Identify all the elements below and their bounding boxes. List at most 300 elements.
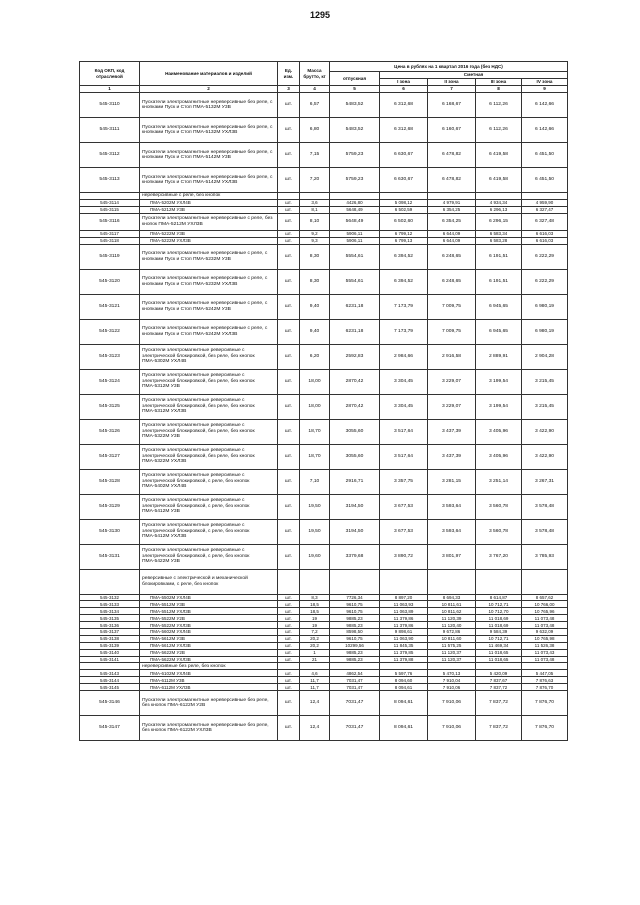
price-selling: 6231,18 [330, 294, 380, 319]
item-code: 545-3136 [80, 622, 140, 629]
price-zone-4: 6 980,19 [522, 319, 568, 344]
table-row [80, 369, 568, 394]
item-code: 545-3144 [80, 677, 140, 684]
price-zone-1: 6 502,59 [380, 206, 428, 213]
price-selling: 7726,34 [330, 594, 380, 601]
item-name: Пускатели электромагнитные нереверсивные с реле, без кнопок ПМА-5212М УХЛ3В [140, 213, 278, 230]
price-selling: 7031,47 [330, 716, 380, 741]
item-code: 545-3122 [80, 319, 140, 344]
table-row [80, 143, 568, 168]
price-zone-4: 3 422,90 [522, 444, 568, 469]
item-name: ПМА-5522М УХЛ3В [140, 622, 278, 629]
table-row [80, 691, 568, 716]
item-name: Пускатели электромагнитные реверсивные с электрической блокировкой, с реле, без кнопок ПМА-5422М У3В [140, 544, 278, 569]
table-row [80, 601, 568, 608]
item-code: 545-3114 [80, 200, 140, 207]
table-row [80, 444, 568, 469]
price-zone-3: 3 251,14 [476, 469, 522, 494]
item-code: 545-3129 [80, 494, 140, 519]
item-name: ПМА-5202М УХЛ4В [140, 200, 278, 207]
item-mass: 9,2 [300, 230, 330, 237]
price-zone-2: 4 979,91 [428, 200, 476, 207]
item-unit: шт. [278, 622, 300, 629]
section-blank-cell [330, 193, 380, 200]
item-mass: 3,6 [300, 200, 330, 207]
price-zone-1: 5 098,12 [380, 200, 428, 207]
price-zone-4: 6 222,29 [522, 269, 568, 294]
price-selling: 3194,50 [330, 494, 380, 519]
item-unit: шт. [278, 294, 300, 319]
item-mass: 19,50 [300, 519, 330, 544]
price-zone-4: 6 451,50 [522, 143, 568, 168]
section-blank-cell [428, 569, 476, 594]
table-row [80, 213, 568, 230]
table-row [80, 118, 568, 143]
price-selling: 5554,61 [330, 269, 380, 294]
item-code: 545-3135 [80, 615, 140, 622]
table-row [80, 230, 568, 237]
item-name: Пускатели электромагнитные реверсивные с электрической блокировкой, с реле, без кнопок ПМА-5412М УХЛ3В [140, 519, 278, 544]
item-name: ПМА-5512М УХЛ3В [140, 608, 278, 615]
price-zone-3: 3 199,54 [476, 369, 522, 394]
price-zone-1: 2 984,66 [380, 344, 428, 369]
column-index: 9 [522, 86, 568, 93]
price-zone-3: 6 112,26 [476, 118, 522, 143]
price-selling: 2916,71 [330, 469, 380, 494]
section-blank-cell [330, 663, 380, 670]
table-row [80, 294, 568, 319]
price-selling: 9610,75 [330, 635, 380, 642]
price-zone-4: 11 073,48 [522, 622, 568, 629]
price-zone-2: 10 811,60 [428, 635, 476, 642]
item-code: 545-3138 [80, 635, 140, 642]
price-zone-1: 11 379,85 [380, 649, 428, 656]
price-selling: 9885,23 [330, 622, 380, 629]
item-code: 545-3145 [80, 684, 140, 691]
price-selling: 5759,23 [330, 143, 380, 168]
section-blank-cell [80, 569, 140, 594]
price-zone-1: 11 845,35 [380, 642, 428, 649]
item-mass: 11,7 [300, 677, 330, 684]
section-blank-cell [80, 193, 140, 200]
price-zone-4: 6 451,50 [522, 168, 568, 193]
price-zone-1: 11 063,93 [380, 601, 428, 608]
item-name: Пускатели электромагнитные нереверсивные с реле, с кнопками Пуск и Стоп ПМА-5242М У3В [140, 294, 278, 319]
item-code: 545-3112 [80, 143, 140, 168]
price-zone-3: 6 296,15 [476, 213, 522, 230]
section-row [80, 663, 568, 670]
price-zone-1: 3 890,72 [380, 544, 428, 569]
item-unit: шт. [278, 629, 300, 636]
price-zone-4: 6 142,66 [522, 118, 568, 143]
price-zone-4: 11 073,48 [522, 656, 568, 663]
item-unit: шт. [278, 213, 300, 230]
price-zone-3: 6 296,13 [476, 206, 522, 213]
item-unit: шт. [278, 519, 300, 544]
table-row [80, 594, 568, 601]
item-unit: шт. [278, 244, 300, 269]
header-selling: отпускная [330, 72, 380, 86]
item-name: Пускатели электромагнитные нереверсивные без реле, без кнопок ПМА-6122М У2В [140, 691, 278, 716]
header-code: Код ОКП, код отраслевой [80, 62, 140, 86]
item-mass: 20,2 [300, 642, 330, 649]
item-unit: шт. [278, 444, 300, 469]
item-unit: шт. [278, 168, 300, 193]
column-index: 2 [140, 86, 278, 93]
item-unit: шт. [278, 684, 300, 691]
section-blank-cell [278, 663, 300, 670]
price-zone-3: 6 112,26 [476, 93, 522, 118]
price-zone-1: 3 304,45 [380, 394, 428, 419]
price-zone-3: 10 712,71 [476, 601, 522, 608]
item-unit: шт. [278, 200, 300, 207]
price-selling: 5906,11 [330, 230, 380, 237]
item-unit: шт. [278, 716, 300, 741]
price-zone-1: 6 799,13 [380, 237, 428, 244]
item-name: Пускатели электромагнитные нереверсивные без реле, с кнопками Пуск и Стоп ПМА-5132М У3В [140, 93, 278, 118]
column-index: 7 [428, 86, 476, 93]
price-zone-2: 6 160,67 [428, 118, 476, 143]
item-mass: 12,4 [300, 691, 330, 716]
column-index: 8 [476, 86, 522, 93]
price-selling: 5906,11 [330, 237, 380, 244]
table-row [80, 677, 568, 684]
table-row [80, 244, 568, 269]
price-zone-1: 6 312,68 [380, 93, 428, 118]
price-zone-1: 6 630,67 [380, 168, 428, 193]
price-zone-4: 3 215,45 [522, 369, 568, 394]
item-mass: 6,80 [300, 118, 330, 143]
item-mass: 12,4 [300, 716, 330, 741]
table-row [80, 419, 568, 444]
column-index: 6 [380, 86, 428, 93]
table-row [80, 93, 568, 118]
table-row [80, 642, 568, 649]
price-zone-4: 7 876,70 [522, 716, 568, 741]
item-name: ПМА-5222М У3В [140, 230, 278, 237]
price-selling: 9885,23 [330, 656, 380, 663]
table-row [80, 649, 568, 656]
table-row [80, 200, 568, 207]
item-mass: 9,40 [300, 319, 330, 344]
item-mass: 11,7 [300, 684, 330, 691]
header-zone-3: III зона [476, 79, 522, 86]
item-unit: шт. [278, 469, 300, 494]
price-zone-4: 3 785,93 [522, 544, 568, 569]
price-zone-1: 8 094,61 [380, 716, 428, 741]
price-zone-3: 7 837,67 [476, 677, 522, 684]
section-blank-cell [380, 569, 428, 594]
price-zone-2: 3 593,64 [428, 519, 476, 544]
price-selling: 9610,75 [330, 601, 380, 608]
price-zone-3: 3 199,54 [476, 394, 522, 419]
item-unit: шт. [278, 118, 300, 143]
price-zone-3: 3 405,96 [476, 444, 522, 469]
price-zone-2: 11 120,39 [428, 615, 476, 622]
price-zone-2: 7 910,06 [428, 691, 476, 716]
price-zone-1: 6 312,68 [380, 118, 428, 143]
item-mass: 18,5 [300, 608, 330, 615]
item-unit: шт. [278, 344, 300, 369]
price-zone-4: 11 526,38 [522, 642, 568, 649]
item-mass: 8,10 [300, 213, 330, 230]
price-selling: 5483,52 [330, 118, 380, 143]
price-zone-4: 7 876,70 [522, 684, 568, 691]
section-blank-cell [522, 569, 568, 594]
section-row [80, 193, 568, 200]
price-selling: 5554,61 [330, 244, 380, 269]
section-blank-cell [300, 193, 330, 200]
item-unit: шт. [278, 269, 300, 294]
price-selling: 4862,54 [330, 670, 380, 677]
section-blank-cell [330, 569, 380, 594]
item-code: 545-3147 [80, 716, 140, 741]
price-zone-2: 6 354,25 [428, 213, 476, 230]
price-zone-1: 7 173,79 [380, 319, 428, 344]
item-unit: шт. [278, 206, 300, 213]
price-zone-2: 7 009,75 [428, 319, 476, 344]
price-zone-1: 9 898,61 [380, 629, 428, 636]
item-code: 545-3124 [80, 369, 140, 394]
item-code: 545-3115 [80, 206, 140, 213]
price-selling: 5483,52 [330, 93, 380, 118]
price-zone-4: 11 073,43 [522, 649, 568, 656]
table-row [80, 319, 568, 344]
price-zone-2: 2 916,58 [428, 344, 476, 369]
item-mass: 21 [300, 656, 330, 663]
table-row [80, 716, 568, 741]
item-name: Пускатели электромагнитные реверсивные с электрической блокировкой, без реле, без кнопок ПМА-5312М У3В [140, 369, 278, 394]
item-mass: 19 [300, 615, 330, 622]
table-row [80, 269, 568, 294]
item-mass: 6,57 [300, 93, 330, 118]
item-unit: шт. [278, 319, 300, 344]
item-name: ПМА-5622М УХЛ3В [140, 656, 278, 663]
price-selling: 5648,49 [330, 213, 380, 230]
item-code: 545-3123 [80, 344, 140, 369]
section-blank-cell [80, 663, 140, 670]
item-code: 545-3128 [80, 469, 140, 494]
item-code: 545-3117 [80, 230, 140, 237]
price-selling: 8598,50 [330, 629, 380, 636]
item-unit: шт. [278, 670, 300, 677]
price-zone-3: 11 018,65 [476, 649, 522, 656]
section-blank-cell [428, 193, 476, 200]
price-zone-4: 6 327,47 [522, 206, 568, 213]
price-zone-2: 3 281,15 [428, 469, 476, 494]
item-mass: 9,40 [300, 294, 330, 319]
item-mass: 7,2 [300, 629, 330, 636]
item-code: 545-3118 [80, 237, 140, 244]
price-selling: 3379,68 [330, 544, 380, 569]
table-row [80, 168, 568, 193]
price-zone-4: 10 765,96 [522, 608, 568, 615]
table-row [80, 544, 568, 569]
price-zone-3: 6 191,51 [476, 244, 522, 269]
section-blank-cell [300, 569, 330, 594]
price-zone-1: 3 677,53 [380, 494, 428, 519]
section-blank-cell [278, 193, 300, 200]
section-blank-cell [476, 663, 522, 670]
price-selling: 2592,83 [330, 344, 380, 369]
price-zone-1: 8 094,61 [380, 691, 428, 716]
header-zone-1: I зона [380, 79, 428, 86]
price-selling: 9885,23 [330, 615, 380, 622]
item-code: 545-3126 [80, 419, 140, 444]
item-mass: 18,00 [300, 394, 330, 419]
item-name: ПМА-5212М У3В [140, 206, 278, 213]
price-zone-3: 3 560,78 [476, 494, 522, 519]
table-row [80, 394, 568, 419]
price-zone-1: 3 357,75 [380, 469, 428, 494]
table-row [80, 670, 568, 677]
price-selling: 5759,23 [330, 168, 380, 193]
price-table [79, 61, 568, 741]
item-code: 545-3116 [80, 213, 140, 230]
price-zone-4: 8 657,62 [522, 594, 568, 601]
item-mass: 20,2 [300, 635, 330, 642]
price-zone-3: 3 405,96 [476, 419, 522, 444]
header-mass: Масса брутто, кг [300, 62, 330, 86]
item-mass: 1 [300, 649, 330, 656]
price-zone-3: 6 945,65 [476, 319, 522, 344]
section-title: нереверсивные с реле, без кнопок [140, 193, 278, 200]
item-unit: шт. [278, 93, 300, 118]
price-zone-2: 6 644,09 [428, 237, 476, 244]
price-zone-3: 2 889,91 [476, 344, 522, 369]
item-code: 545-3140 [80, 649, 140, 656]
item-name: Пускатели электромагнитные нереверсивные с реле, с кнопками Пуск и Стоп ПМА-5242М УХЛ3В [140, 319, 278, 344]
price-zone-3: 8 614,87 [476, 594, 522, 601]
price-zone-2: 3 229,07 [428, 394, 476, 419]
item-mass: 8,1 [300, 206, 330, 213]
price-zone-1: 5 597,76 [380, 670, 428, 677]
price-zone-3: 4 934,34 [476, 200, 522, 207]
price-zone-4: 2 904,28 [522, 344, 568, 369]
price-zone-1: 3 517,64 [380, 419, 428, 444]
item-code: 545-3133 [80, 601, 140, 608]
price-zone-3: 9 584,39 [476, 629, 522, 636]
price-zone-1: 8 094,60 [380, 677, 428, 684]
table-row [80, 684, 568, 691]
price-zone-2: 3 229,07 [428, 369, 476, 394]
price-zone-2: 6 644,09 [428, 230, 476, 237]
item-mass: 18,5 [300, 601, 330, 608]
price-zone-3: 7 837,72 [476, 716, 522, 741]
item-code: 545-3141 [80, 656, 140, 663]
header-unit: Ед. изм. [278, 62, 300, 86]
price-zone-4: 10 766,00 [522, 601, 568, 608]
item-mass: 8,30 [300, 244, 330, 269]
price-zone-3: 6 583,34 [476, 230, 522, 237]
item-unit: шт. [278, 608, 300, 615]
price-selling: 6231,18 [330, 319, 380, 344]
page-number: 1295 [309, 10, 331, 20]
item-code: 545-3113 [80, 168, 140, 193]
table-row [80, 494, 568, 519]
price-zone-1: 6 394,52 [380, 244, 428, 269]
item-mass: 7,20 [300, 168, 330, 193]
price-zone-4: 7 876,70 [522, 691, 568, 716]
price-zone-2: 7 910,06 [428, 684, 476, 691]
price-zone-2: 6 248,65 [428, 244, 476, 269]
column-index: 1 [80, 86, 140, 93]
item-unit: шт. [278, 419, 300, 444]
item-mass: 4,6 [300, 670, 330, 677]
section-blank-cell [428, 663, 476, 670]
price-zone-4: 11 073,48 [522, 615, 568, 622]
price-zone-2: 10 811,62 [428, 608, 476, 615]
price-zone-3: 3 767,20 [476, 544, 522, 569]
section-blank-cell [380, 193, 428, 200]
item-mass: 18,00 [300, 369, 330, 394]
header-price-group: Цена в рублях на 1 квартал 2016 года (без НДС) [330, 62, 568, 72]
item-code: 545-3146 [80, 691, 140, 716]
price-zone-4: 6 616,03 [522, 237, 568, 244]
table-row [80, 469, 568, 494]
item-name: ПМА-5622М У2В [140, 649, 278, 656]
price-selling: 7031,47 [330, 684, 380, 691]
price-selling: 5648,49 [330, 206, 380, 213]
item-code: 545-3120 [80, 269, 140, 294]
item-name: ПМА-5612М У3В [140, 635, 278, 642]
item-name: Пускатели электромагнитные нереверсивные без реле, с кнопками Пуск и Стоп ПМА-5132М УХЛ3В [140, 118, 278, 143]
price-selling: 7031,47 [330, 677, 380, 684]
item-name: ПМА-6112М УХЛ3В [140, 684, 278, 691]
price-zone-1: 6 799,12 [380, 230, 428, 237]
section-title: нереверсивные без реле, без кнопок [140, 663, 278, 670]
price-zone-1: 6 630,67 [380, 143, 428, 168]
price-zone-2: 6 478,82 [428, 143, 476, 168]
item-name: Пускатели электромагнитные нереверсивные с реле, с кнопками Пуск и Стоп ПМА-5232М УХЛ3В [140, 269, 278, 294]
item-mass: 7,15 [300, 143, 330, 168]
price-zone-2: 11 120,37 [428, 649, 476, 656]
column-index-row [80, 86, 568, 93]
item-code: 545-3111 [80, 118, 140, 143]
price-zone-2: 3 593,64 [428, 494, 476, 519]
price-zone-2: 11 575,25 [428, 642, 476, 649]
item-name: Пускатели электромагнитные реверсивные с электрической блокировкой, с реле, без кнопок ПМА-5412М У3В [140, 494, 278, 519]
item-code: 545-3119 [80, 244, 140, 269]
header-zone-2: II зона [428, 79, 476, 86]
section-blank-cell [476, 193, 522, 200]
item-name: ПМА-5612М УХЛ3В [140, 642, 278, 649]
price-zone-3: 11 018,69 [476, 622, 522, 629]
item-code: 545-3143 [80, 670, 140, 677]
price-selling: 2870,42 [330, 369, 380, 394]
item-mass: 8,30 [300, 269, 330, 294]
price-zone-2: 8 694,33 [428, 594, 476, 601]
item-unit: шт. [278, 656, 300, 663]
item-mass: 18,70 [300, 444, 330, 469]
price-zone-4: 5 447,05 [522, 670, 568, 677]
price-zone-4: 3 422,90 [522, 419, 568, 444]
price-zone-1: 11 379,86 [380, 615, 428, 622]
section-title: реверсивные с электрической и механической блокировками, с реле, без кнопок [140, 569, 278, 594]
item-code: 545-3134 [80, 608, 140, 615]
header-estimate: Сметная [380, 72, 568, 79]
item-code: 545-3137 [80, 629, 140, 636]
header-name: Наименование материалов и изделий [140, 62, 278, 86]
price-zone-2: 7 910,04 [428, 677, 476, 684]
price-zone-2: 3 437,39 [428, 444, 476, 469]
item-name: Пускатели электромагнитные нереверсивные с реле, с кнопками Пуск и Стоп ПМА-5232М У3В [140, 244, 278, 269]
price-selling: 3055,60 [330, 444, 380, 469]
section-blank-cell [278, 569, 300, 594]
table-row [80, 608, 568, 615]
price-selling: 9610,75 [330, 608, 380, 615]
price-zone-3: 6 945,65 [476, 294, 522, 319]
